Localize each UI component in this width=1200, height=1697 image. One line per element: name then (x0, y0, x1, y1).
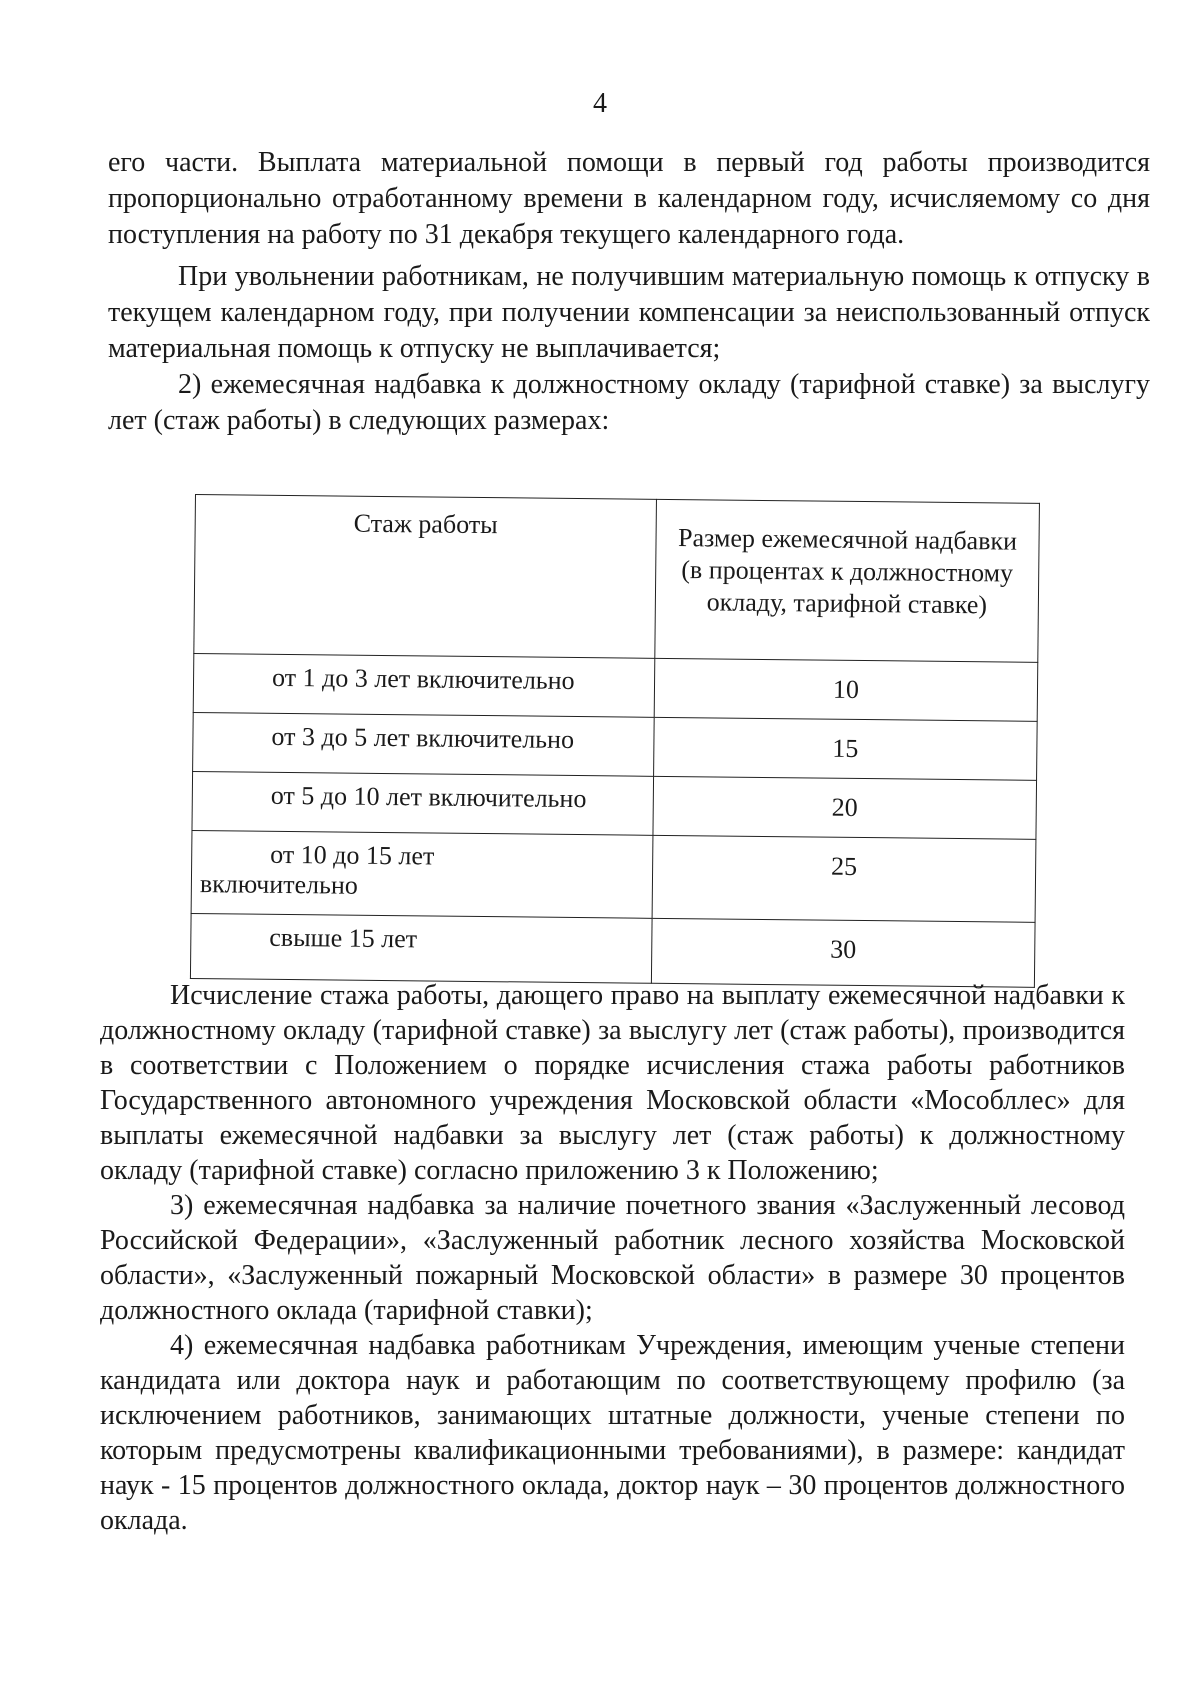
value-cell: 30 (651, 918, 1035, 987)
period-cell: от 5 до 10 лет включительно (192, 771, 654, 835)
paragraph-item-3: 3) ежемесячная надбавка за наличие почетного звания «Заслуженный лесовод Российской Федерации», «Заслуженный работник лесного хозяйства Московской области», «Заслуженный пожарный Московской области» в размере 30 процентов должностного оклада (тарифной ставки); (100, 1190, 1125, 1326)
table-row (193, 712, 1038, 780)
table-header-row (194, 495, 1040, 663)
paragraph-item-2: 2) ежемесячная надбавка к должностному окладу (тарифной ставке) за выслугу лет (стаж работы) в следующих размерах: (108, 369, 1150, 436)
period-line-1: от 10 до 15 лет (270, 839, 435, 871)
value-cell: 10 (654, 658, 1038, 721)
page-number: 4 (593, 88, 607, 119)
table-row (191, 830, 1036, 922)
value-cell: 25 (652, 835, 1036, 922)
header-allowance-size: Размер ежемесячной надбавки (в процентах к должностному окладу, тарифной ставке) (655, 499, 1040, 662)
table-row (190, 913, 1035, 987)
period-cell: от 1 до 3 лет включительно (193, 653, 655, 717)
period-line-2: включительно (199, 869, 359, 900)
period-cell (191, 830, 653, 918)
seniority-allowance-table (190, 494, 1040, 988)
period-cell: от 3 до 5 лет включительно (193, 712, 655, 776)
value-cell: 20 (653, 776, 1037, 839)
value-cell: 15 (654, 717, 1038, 780)
paragraph-continuation: его части. Выплата материальной помощи в первый год работы производится пропорционально отработанному времени в календарном году, исчисляемому со дня поступления на работу по 31 декабря текущего календарного года. (108, 147, 1150, 250)
header-seniority: Стаж работы (194, 495, 657, 659)
paragraph-item-4: 4) ежемесячная надбавка работникам Учреждения, имеющим ученые степени кандидата или доктора наук и работающим по соответствующему профилю (за исключением работников, занимающих штатные должности, ученые степени по которым предусмотрены квалификационными требованиями), в размере: кандидат наук - 15 процентов должностного оклада, доктор наук – 30 процентов должностного оклада. (100, 1330, 1125, 1536)
text-block-top (108, 145, 1150, 439)
table-row (192, 771, 1037, 839)
table-row (193, 653, 1038, 721)
paragraph-seniority-calculation: Исчисление стажа работы, дающего право на выплату ежемесячной надбавки к должностному окладу (тарифной ставке) за выслугу лет (стаж работы), производится в соответствии с Положением о порядке исчисления стажа работы работников Государственного автономного учреждения Московской области «Мособллес» для выплаты ежемесячной надбавки за выслугу лет (стаж работы) к должностному окладу (тарифной ставке) согласно приложению 3 к Положению; (100, 980, 1125, 1186)
text-block-bottom (100, 978, 1125, 1538)
period-cell: свыше 15 лет (190, 913, 652, 983)
paragraph-dismissal: При увольнении работникам, не получившим материальную помощь к отпуску в текущем календарном году, при получении компенсации за неиспользованный отпуск материальная помощь к отпуску не выплачивается; (108, 261, 1150, 364)
